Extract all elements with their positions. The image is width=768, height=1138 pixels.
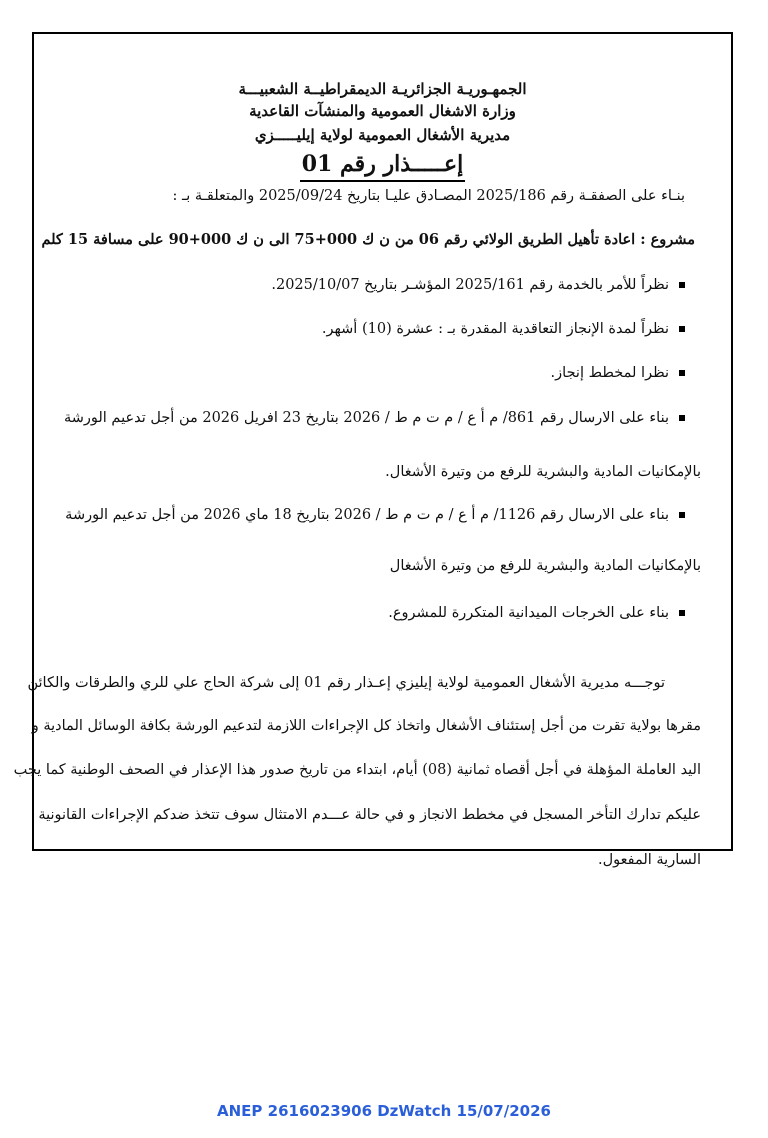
bullet-icon [679, 415, 685, 421]
bullet-icon [679, 282, 685, 288]
bullet-text: نظرا لمخطط إنجاز. [550, 365, 669, 381]
paragraph-line: اليد العاملة المؤهلة في أجل أقصاه ثمانية (08) أيام، ابتداء من تاريخ صدور هذا الإعذار في الصحف الوطنية كما يجب [13, 762, 701, 778]
paragraph-line: توجـــه مديرية الأشغال العمومية لولاية إيليزي إعـذار رقم 01 إلى شركة الحاج علي للري والطرقات والكائن [27, 675, 665, 691]
bullet-icon [679, 326, 685, 332]
bullet-continuation: بالإمكانيات المادية والبشرية للرفع من وتيرة الأشغال. [385, 464, 701, 480]
bullet-continuation: بالإمكانيات المادية والبشرية للرفع من وتيرة الأشغال [389, 558, 701, 574]
header-directorate: مديرية الأشغال العمومية لولاية إيليـــــزي [254, 126, 511, 144]
bullet-icon [679, 512, 685, 518]
bullet-item [65, 507, 685, 523]
notice-title: إعـــــذار رقم 01 [300, 152, 465, 182]
project-line: مشروع : اعادة تأهيل الطريق الولائي رقم 06 من ن ك 000+75 الى ن ك 000+90 على مسافة 15 كلم [41, 231, 695, 248]
bullet-text: بناء على الارسال رقم 1126/ م أ ع / م ت م ط / 2026 بتاريخ 18 ماي 2026 من أجل تدعيم الورشة [65, 507, 669, 523]
paragraph-line: عليكم تدارك التأخر المسجل في مخطط الانجاز و في حالة عـــدم الامتثال سوف تتخذ ضدكم الإجراءات القانونية [38, 807, 701, 823]
bullet-item [551, 365, 685, 381]
bullet-item [388, 605, 685, 621]
bullet-icon [679, 610, 685, 616]
paragraph-line: مقرها بولاية تقرت من أجل إستئناف الأشغال واتخاذ كل الإجراءات اللازمة لتدعيم الورشة بكافة الوسائل المادية و [31, 718, 701, 734]
paragraph-line: السارية المفعول. [597, 852, 701, 868]
bullet-text: نظراً لمدة الإنجاز التعاقدية المقدرة بـ : عشرة (10) أشهر. [321, 321, 669, 337]
bullet-item [64, 410, 685, 426]
intro-line: بنـاء على الصفقـة رقم 2025/186 المصـادق عليـا بتاريخ 2025/09/24 والمتعلقـة بـ : [172, 188, 685, 204]
bullet-text: بناء على الخرجات الميدانية المتكررة للمشروع. [388, 605, 669, 621]
bullet-item [271, 277, 685, 293]
bullet-text: بناء على الارسال رقم 861/ م أ ع / م ت م ط / 2026 بتاريخ 23 افريل 2026 من أجل تدعيم الورشة [63, 410, 669, 426]
header-republic: الجمهـوريـة الجزائريـة الديمقراطيــة الشعبيـــة [238, 80, 527, 98]
bullet-item [322, 321, 685, 337]
title-wrapper [34, 152, 731, 182]
footer-reference: ANEP 2616023906 DzWatch 15/07/2026 [217, 1102, 551, 1120]
bullet-icon [679, 370, 685, 376]
notice-frame [13, 32, 733, 868]
header-ministry: وزارة الاشغال العمومية والمنشآت القاعدية [249, 102, 516, 120]
bullet-text: نظراً للأمر بالخدمة رقم 2025/161 المؤشـر بتاريخ 2025/10/07. [271, 277, 669, 293]
